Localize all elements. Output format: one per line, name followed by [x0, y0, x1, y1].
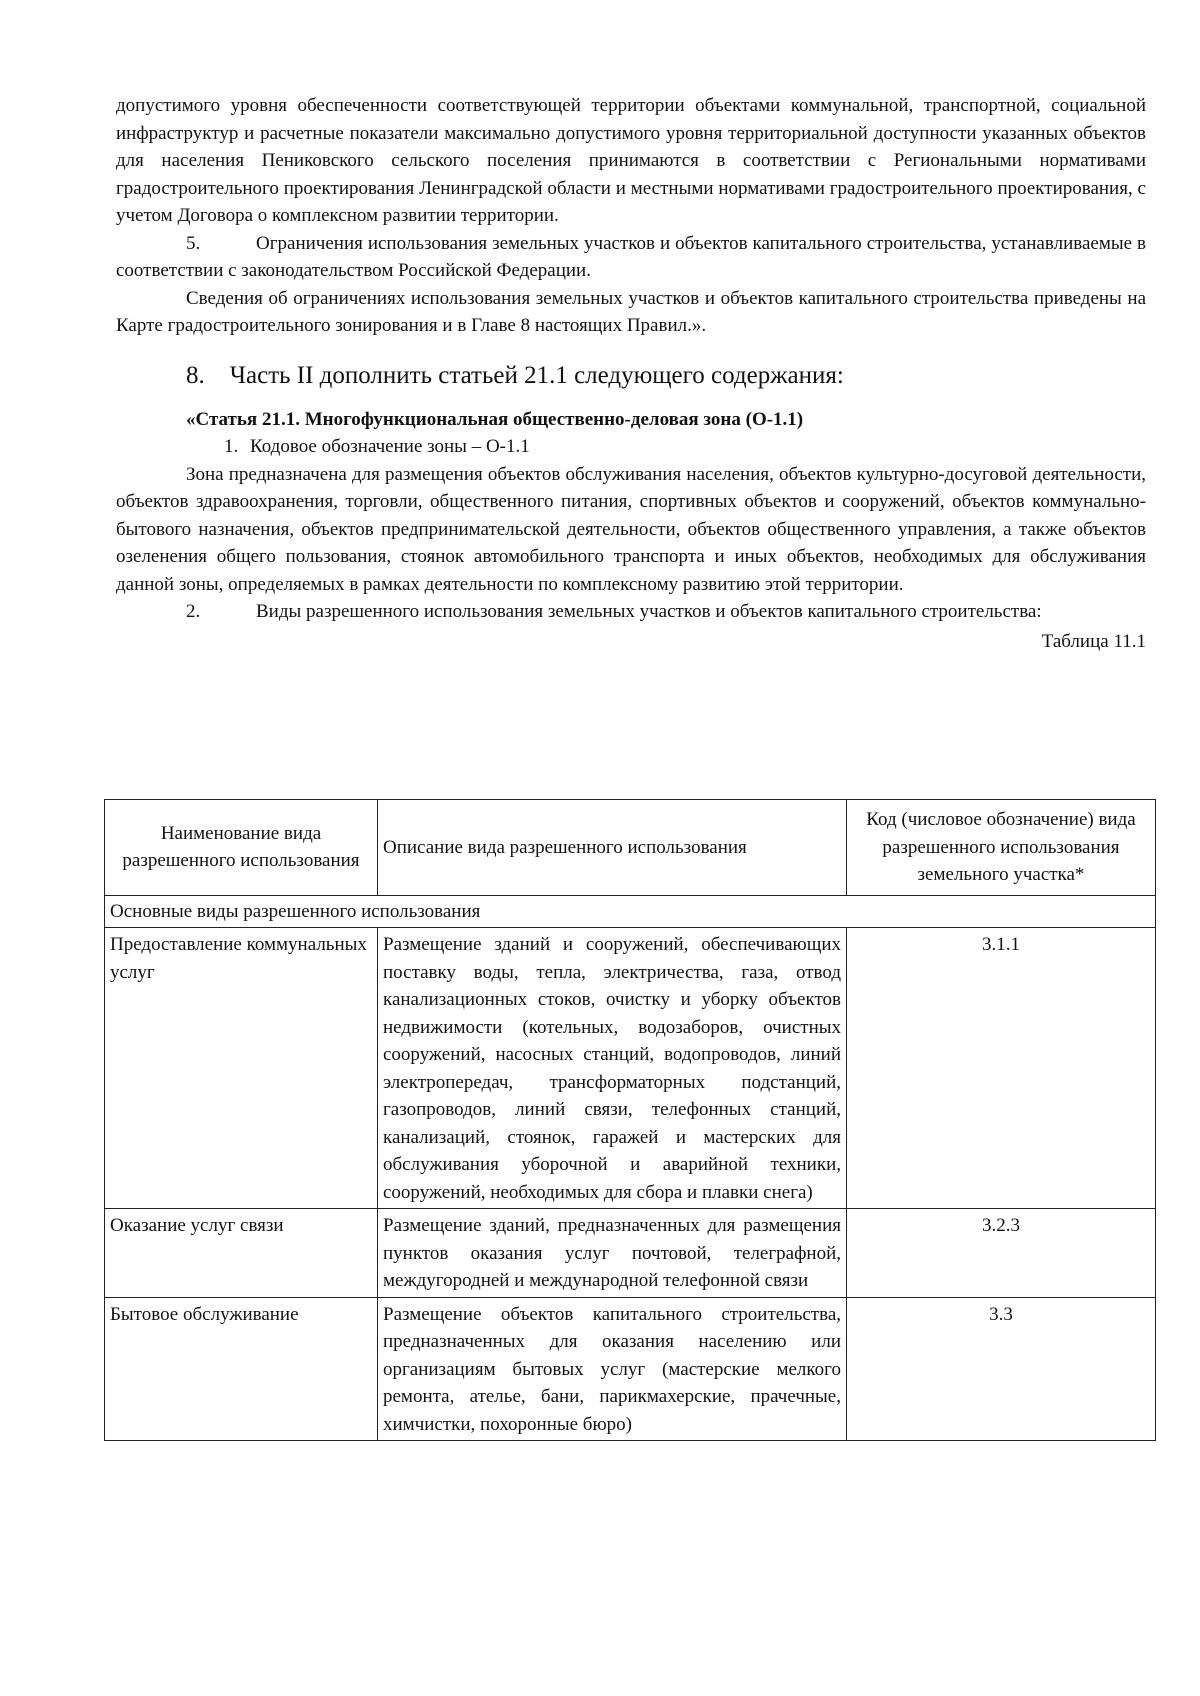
section-label: Основные виды разрешенного использования	[105, 895, 1156, 928]
item-5	[116, 230, 1146, 285]
permitted-use-table	[104, 799, 1156, 1441]
item-2-text: Виды разрешенного использования земельных участков и объектов капитального строительства:	[256, 601, 1042, 622]
header-description: Описание вида разрешенного использования	[378, 800, 847, 896]
row-code: 3.2.3	[847, 1209, 1156, 1298]
table-row	[105, 928, 1156, 1209]
item-2-number: 2.	[186, 601, 201, 622]
row-name: Оказание услуг связи	[105, 1209, 378, 1298]
item-5-number: 5.	[186, 232, 201, 254]
row-code: 3.3	[847, 1297, 1156, 1441]
row-code: 3.1.1	[847, 928, 1156, 1209]
item-5-text: Ограничения использования земельных участков и объектов капитального строительства, устанавливаемые в соответствии с законодательством Российской Федерации.	[116, 232, 1146, 281]
table-caption: Таблица 11.1	[1041, 630, 1146, 652]
document-page	[116, 92, 1146, 655]
table-row	[105, 1209, 1156, 1298]
table-row	[105, 1297, 1156, 1441]
section-heading: 8. Часть II дополнить статьей 21.1 следующего содержания:	[186, 361, 844, 389]
article-title: «Статья 21.1. Многофункциональная общественно-деловая зона (О-1.1)	[186, 408, 804, 430]
zone-description: Зона предназначена для размещения объектов обслуживания населения, объектов культурно-досуговой деятельности, объектов здравоохранения, торговли, общественного питания, спортивных объектов и сооружений, объектов коммунально-бытового назначения, объектов предпринимательской деятельности, объектов общественного управления, а также объектов озеленения общего пользования, стоянок автомобильного транспорта и иных объектов, необходимых для обслуживания данной зоны, определяемых в рамках деятельности по комплексному развитию этой территории.	[116, 463, 1146, 595]
table-section-row	[105, 895, 1156, 928]
row-description: Размещение зданий и сооружений, обеспечивающих поставку воды, тепла, электричества, газа, отвод канализационных стоков, очистку и уборку объектов недвижимости (котельных, водозаборов, очистных сооружений, насосных станций, водопроводов, линий электропередач, трансформаторных подстанций, газопроводов, линий связи, телефонных станций, канализаций, стоянок, гаражей и мастерских для обслуживания уборочной и аварийной техники, сооружений, необходимых для сбора и плавки снега)	[378, 928, 847, 1209]
restrictions-paragraph: Сведения об ограничениях использования земельных участков и объектов капитального строительства приведены на Карте градостроительного зонирования и в Главе 8 настоящих Правил.».	[116, 287, 1146, 336]
item-1-text: Кодовое обозначение зоны – О-1.1	[250, 436, 530, 457]
table-header-row	[105, 800, 1156, 896]
header-name: Наименование вида разрешенного использования	[105, 800, 378, 896]
row-name: Бытовое обслуживание	[105, 1297, 378, 1441]
row-name: Предоставление коммунальных услуг	[105, 928, 378, 1209]
row-description: Размещение объектов капитального строительства, предназначенных для оказания населению или организациям бытовых услуг (мастерские мелкого ремонта, ателье, бани, парикмахерские, прачечные, химчистки, похоронные бюро)	[378, 1297, 847, 1441]
intro-paragraph: допустимого уровня обеспеченности соответствующей территории объектами коммунальной, транспортной, социальной инфраструктур и расчетные показатели максимально допустимого уровня территориальной доступности указанных объектов для населения Пениковского сельского поселения принимаются в соответствии с Региональными нормативами градостроительного проектирования Ленинградской области и местными нормативами градостроительного проектирования, с учетом Договора о комплексном развитии территории.	[116, 95, 1146, 226]
item-2	[116, 598, 1146, 626]
header-code: Код (числовое обозначение) вида разрешенного использования земельного участка*	[847, 800, 1156, 896]
row-description: Размещение зданий, предназначенных для размещения пунктов оказания услуг почтовой, телеграфной, междугородней и международной телефонной связи	[378, 1209, 847, 1298]
item-1	[116, 433, 1146, 461]
item-1-number: 1.	[224, 436, 239, 457]
